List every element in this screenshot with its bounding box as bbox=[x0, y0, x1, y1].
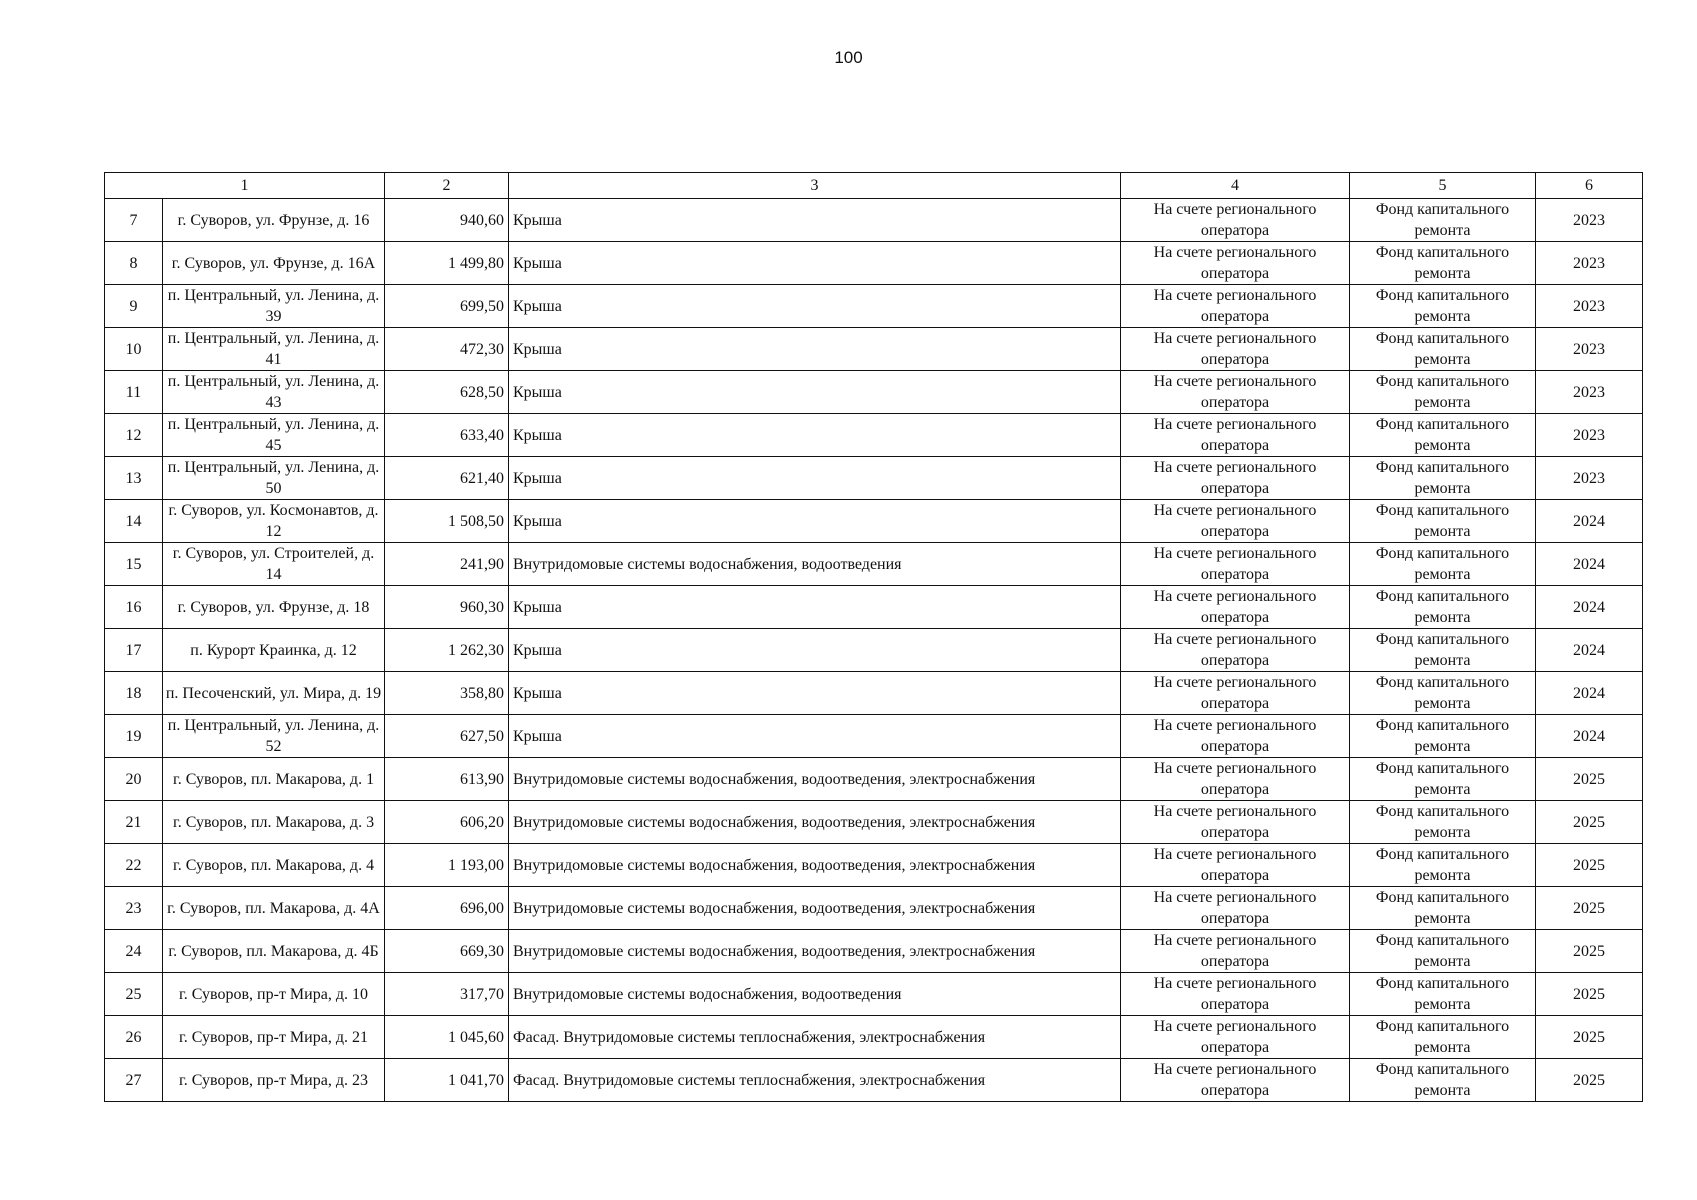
row-number: 12 bbox=[105, 414, 163, 457]
table-row bbox=[105, 1059, 1643, 1102]
row-funding-source: Фонд капитального ремонта bbox=[1350, 242, 1536, 285]
row-works: Крыша bbox=[509, 500, 1121, 543]
table-row bbox=[105, 1016, 1643, 1059]
row-works: Крыша bbox=[509, 586, 1121, 629]
table-row bbox=[105, 844, 1643, 887]
row-works: Внутридомовые системы водоснабжения, водоотведения bbox=[509, 973, 1121, 1016]
table-row bbox=[105, 629, 1643, 672]
row-works: Внутридомовые системы водоснабжения, водоотведения, электроснабжения bbox=[509, 844, 1121, 887]
row-works: Внутридомовые системы водоснабжения, водоотведения, электроснабжения bbox=[509, 758, 1121, 801]
row-account: На счете регионального оператора bbox=[1121, 1059, 1350, 1102]
row-funding-source: Фонд капитального ремонта bbox=[1350, 930, 1536, 973]
row-number: 10 bbox=[105, 328, 163, 371]
row-funding-source: Фонд капитального ремонта bbox=[1350, 973, 1536, 1016]
row-year: 2024 bbox=[1536, 586, 1643, 629]
row-year: 2025 bbox=[1536, 887, 1643, 930]
row-year: 2024 bbox=[1536, 672, 1643, 715]
header-cell-6: 6 bbox=[1536, 173, 1643, 199]
row-account: На счете регионального оператора bbox=[1121, 930, 1350, 973]
row-number: 24 bbox=[105, 930, 163, 973]
table-row bbox=[105, 285, 1643, 328]
row-address: г. Суворов, пл. Макарова, д. 4Б bbox=[163, 930, 385, 973]
row-year: 2023 bbox=[1536, 199, 1643, 242]
row-works: Крыша bbox=[509, 629, 1121, 672]
row-number: 16 bbox=[105, 586, 163, 629]
row-number: 11 bbox=[105, 371, 163, 414]
row-year: 2023 bbox=[1536, 328, 1643, 371]
row-area: 633,40 bbox=[385, 414, 509, 457]
row-account: На счете регионального оператора bbox=[1121, 715, 1350, 758]
row-area: 628,50 bbox=[385, 371, 509, 414]
row-year: 2023 bbox=[1536, 242, 1643, 285]
row-number: 8 bbox=[105, 242, 163, 285]
header-cell-4: 4 bbox=[1121, 173, 1350, 199]
row-area: 1 499,80 bbox=[385, 242, 509, 285]
row-area: 241,90 bbox=[385, 543, 509, 586]
row-address: п. Центральный, ул. Ленина, д. 39 bbox=[163, 285, 385, 328]
row-works: Фасад. Внутридомовые системы теплоснабжения, электроснабжения bbox=[509, 1016, 1121, 1059]
row-funding-source: Фонд капитального ремонта bbox=[1350, 1059, 1536, 1102]
row-number: 9 bbox=[105, 285, 163, 328]
row-funding-source: Фонд капитального ремонта bbox=[1350, 285, 1536, 328]
table-row bbox=[105, 199, 1643, 242]
row-area: 358,80 bbox=[385, 672, 509, 715]
row-account: На счете регионального оператора bbox=[1121, 242, 1350, 285]
row-area: 606,20 bbox=[385, 801, 509, 844]
row-works: Крыша bbox=[509, 672, 1121, 715]
table-body bbox=[105, 199, 1643, 1102]
table-row bbox=[105, 801, 1643, 844]
row-year: 2023 bbox=[1536, 457, 1643, 500]
capital-repair-table bbox=[104, 172, 1643, 1102]
table-row bbox=[105, 500, 1643, 543]
row-number: 22 bbox=[105, 844, 163, 887]
row-area: 1 262,30 bbox=[385, 629, 509, 672]
page-number: 100 bbox=[834, 48, 863, 67]
row-area: 669,30 bbox=[385, 930, 509, 973]
row-area: 472,30 bbox=[385, 328, 509, 371]
row-funding-source: Фонд капитального ремонта bbox=[1350, 715, 1536, 758]
row-number: 27 bbox=[105, 1059, 163, 1102]
row-account: На счете регионального оператора bbox=[1121, 586, 1350, 629]
row-works: Крыша bbox=[509, 414, 1121, 457]
row-number: 23 bbox=[105, 887, 163, 930]
row-address: г. Суворов, пл. Макарова, д. 4 bbox=[163, 844, 385, 887]
row-account: На счете регионального оператора bbox=[1121, 973, 1350, 1016]
header-cell-5: 5 bbox=[1350, 173, 1536, 199]
row-account: На счете регионального оператора bbox=[1121, 801, 1350, 844]
row-year: 2025 bbox=[1536, 1059, 1643, 1102]
header-cell-1: 1 bbox=[105, 173, 385, 199]
row-funding-source: Фонд капитального ремонта bbox=[1350, 758, 1536, 801]
row-account: На счете регионального оператора bbox=[1121, 629, 1350, 672]
row-number: 26 bbox=[105, 1016, 163, 1059]
row-address: г. Суворов, ул. Фрунзе, д. 16А bbox=[163, 242, 385, 285]
row-address: г. Суворов, пр-т Мира, д. 23 bbox=[163, 1059, 385, 1102]
row-area: 699,50 bbox=[385, 285, 509, 328]
table-row bbox=[105, 930, 1643, 973]
row-address: п. Центральный, ул. Ленина, д. 52 bbox=[163, 715, 385, 758]
row-account: На счете регионального оператора bbox=[1121, 1016, 1350, 1059]
row-funding-source: Фонд капитального ремонта bbox=[1350, 457, 1536, 500]
row-year: 2024 bbox=[1536, 543, 1643, 586]
row-number: 7 bbox=[105, 199, 163, 242]
row-year: 2025 bbox=[1536, 844, 1643, 887]
table-row bbox=[105, 457, 1643, 500]
row-funding-source: Фонд капитального ремонта bbox=[1350, 586, 1536, 629]
row-works: Внутридомовые системы водоснабжения, водоотведения, электроснабжения bbox=[509, 887, 1121, 930]
table-row bbox=[105, 586, 1643, 629]
row-funding-source: Фонд капитального ремонта bbox=[1350, 543, 1536, 586]
row-account: На счете регионального оператора bbox=[1121, 758, 1350, 801]
row-number: 19 bbox=[105, 715, 163, 758]
table-row bbox=[105, 672, 1643, 715]
row-funding-source: Фонд капитального ремонта bbox=[1350, 844, 1536, 887]
header-cell-3: 3 bbox=[509, 173, 1121, 199]
row-year: 2025 bbox=[1536, 973, 1643, 1016]
row-address: п. Центральный, ул. Ленина, д. 45 bbox=[163, 414, 385, 457]
row-number: 14 bbox=[105, 500, 163, 543]
row-works: Крыша bbox=[509, 242, 1121, 285]
row-account: На счете регионального оператора bbox=[1121, 844, 1350, 887]
row-year: 2023 bbox=[1536, 371, 1643, 414]
table-row bbox=[105, 887, 1643, 930]
row-address: г. Суворов, ул. Фрунзе, д. 18 bbox=[163, 586, 385, 629]
row-number: 13 bbox=[105, 457, 163, 500]
row-number: 20 bbox=[105, 758, 163, 801]
row-account: На счете регионального оператора bbox=[1121, 543, 1350, 586]
row-area: 1 045,60 bbox=[385, 1016, 509, 1059]
row-funding-source: Фонд капитального ремонта bbox=[1350, 500, 1536, 543]
row-works: Крыша bbox=[509, 371, 1121, 414]
table-row bbox=[105, 715, 1643, 758]
row-account: На счете регионального оператора bbox=[1121, 457, 1350, 500]
table-row bbox=[105, 242, 1643, 285]
row-funding-source: Фонд капитального ремонта bbox=[1350, 887, 1536, 930]
row-works: Фасад. Внутридомовые системы теплоснабжения, электроснабжения bbox=[509, 1059, 1121, 1102]
row-area: 1 041,70 bbox=[385, 1059, 509, 1102]
row-year: 2023 bbox=[1536, 414, 1643, 457]
row-account: На счете регионального оператора bbox=[1121, 199, 1350, 242]
table-row bbox=[105, 543, 1643, 586]
table-row bbox=[105, 973, 1643, 1016]
row-account: На счете регионального оператора bbox=[1121, 500, 1350, 543]
row-number: 17 bbox=[105, 629, 163, 672]
row-works: Крыша bbox=[509, 328, 1121, 371]
row-area: 613,90 bbox=[385, 758, 509, 801]
row-area: 696,00 bbox=[385, 887, 509, 930]
row-works: Крыша bbox=[509, 285, 1121, 328]
row-funding-source: Фонд капитального ремонта bbox=[1350, 371, 1536, 414]
row-address: г. Суворов, пл. Макарова, д. 3 bbox=[163, 801, 385, 844]
row-works: Внутридомовые системы водоснабжения, водоотведения, электроснабжения bbox=[509, 930, 1121, 973]
row-year: 2024 bbox=[1536, 500, 1643, 543]
row-number: 21 bbox=[105, 801, 163, 844]
row-funding-source: Фонд капитального ремонта bbox=[1350, 672, 1536, 715]
row-works: Крыша bbox=[509, 199, 1121, 242]
row-works: Крыша bbox=[509, 715, 1121, 758]
table-row bbox=[105, 414, 1643, 457]
row-address: п. Песоченский, ул. Мира, д. 19 bbox=[163, 672, 385, 715]
row-year: 2024 bbox=[1536, 715, 1643, 758]
row-area: 1 193,00 bbox=[385, 844, 509, 887]
row-address: п. Курорт Краинка, д. 12 bbox=[163, 629, 385, 672]
row-number: 25 bbox=[105, 973, 163, 1016]
row-area: 621,40 bbox=[385, 457, 509, 500]
row-works: Крыша bbox=[509, 457, 1121, 500]
row-year: 2023 bbox=[1536, 285, 1643, 328]
row-address: г. Суворов, ул. Строителей, д. 14 bbox=[163, 543, 385, 586]
row-number: 18 bbox=[105, 672, 163, 715]
row-account: На счете регионального оператора bbox=[1121, 887, 1350, 930]
row-works: Внутридомовые системы водоснабжения, водоотведения bbox=[509, 543, 1121, 586]
row-area: 317,70 bbox=[385, 973, 509, 1016]
row-address: г. Суворов, ул. Космонавтов, д. 12 bbox=[163, 500, 385, 543]
row-address: п. Центральный, ул. Ленина, д. 41 bbox=[163, 328, 385, 371]
row-address: п. Центральный, ул. Ленина, д. 50 bbox=[163, 457, 385, 500]
table-row bbox=[105, 758, 1643, 801]
header-cell-2: 2 bbox=[385, 173, 509, 199]
row-year: 2024 bbox=[1536, 629, 1643, 672]
row-year: 2025 bbox=[1536, 1016, 1643, 1059]
row-area: 1 508,50 bbox=[385, 500, 509, 543]
row-funding-source: Фонд капитального ремонта bbox=[1350, 199, 1536, 242]
row-account: На счете регионального оператора bbox=[1121, 414, 1350, 457]
row-funding-source: Фонд капитального ремонта bbox=[1350, 414, 1536, 457]
row-account: На счете регионального оператора bbox=[1121, 328, 1350, 371]
row-address: п. Центральный, ул. Ленина, д. 43 bbox=[163, 371, 385, 414]
row-year: 2025 bbox=[1536, 930, 1643, 973]
table-header-row bbox=[105, 173, 1643, 199]
row-works: Внутридомовые системы водоснабжения, водоотведения, электроснабжения bbox=[509, 801, 1121, 844]
row-area: 960,30 bbox=[385, 586, 509, 629]
row-address: г. Суворов, пл. Макарова, д. 4А bbox=[163, 887, 385, 930]
row-address: г. Суворов, пр-т Мира, д. 10 bbox=[163, 973, 385, 1016]
row-funding-source: Фонд капитального ремонта bbox=[1350, 801, 1536, 844]
row-account: На счете регионального оператора bbox=[1121, 672, 1350, 715]
table-row bbox=[105, 328, 1643, 371]
table-row bbox=[105, 371, 1643, 414]
row-funding-source: Фонд капитального ремонта bbox=[1350, 328, 1536, 371]
row-area: 940,60 bbox=[385, 199, 509, 242]
row-address: г. Суворов, пл. Макарова, д. 1 bbox=[163, 758, 385, 801]
row-funding-source: Фонд капитального ремонта bbox=[1350, 629, 1536, 672]
row-address: г. Суворов, пр-т Мира, д. 21 bbox=[163, 1016, 385, 1059]
row-number: 15 bbox=[105, 543, 163, 586]
row-area: 627,50 bbox=[385, 715, 509, 758]
row-year: 2025 bbox=[1536, 801, 1643, 844]
row-address: г. Суворов, ул. Фрунзе, д. 16 bbox=[163, 199, 385, 242]
row-account: На счете регионального оператора bbox=[1121, 371, 1350, 414]
row-account: На счете регионального оператора bbox=[1121, 285, 1350, 328]
row-funding-source: Фонд капитального ремонта bbox=[1350, 1016, 1536, 1059]
row-year: 2025 bbox=[1536, 758, 1643, 801]
